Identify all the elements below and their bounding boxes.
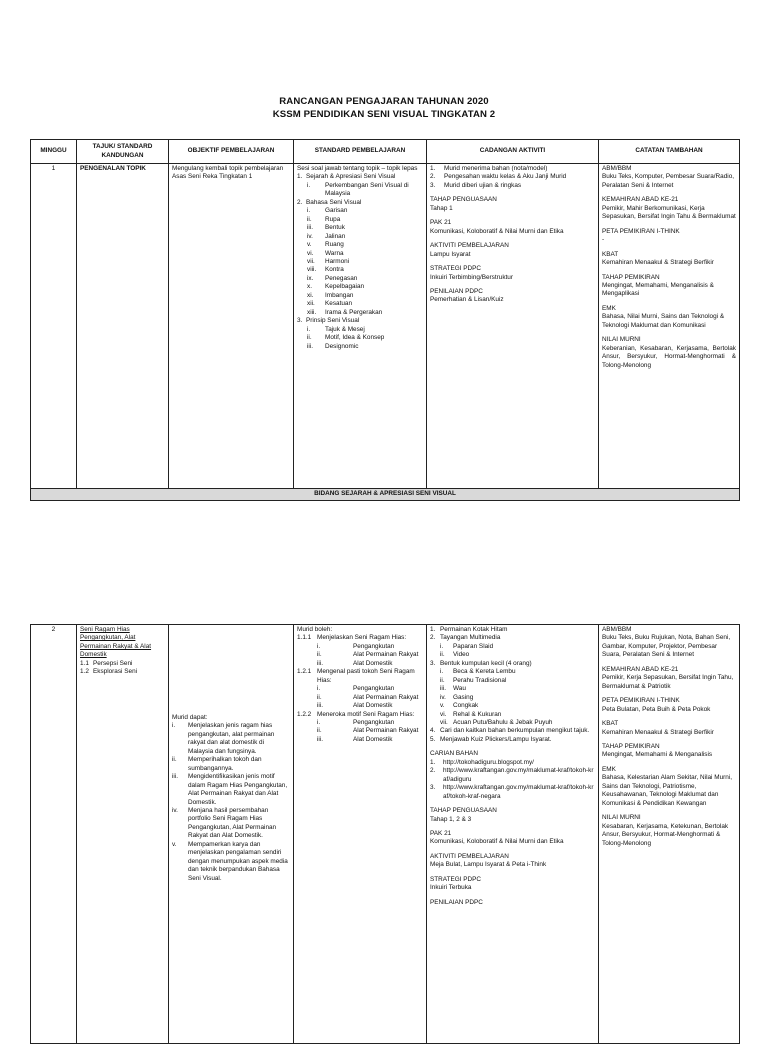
standard-item-text: Prinsip Seni Visual (306, 317, 360, 325)
note-text: - (602, 236, 605, 244)
list-item (317, 702, 423, 710)
list-item (307, 343, 423, 351)
note-text: Buku Teks, Komputer, Pembesar Suara/Radio, Peralatan Seni & Internet (602, 173, 735, 189)
list-item (307, 258, 423, 266)
resource-link[interactable]: http://tokohadiguru.blogspot.my/ (443, 758, 534, 766)
standard-item-number: 1. (297, 173, 303, 181)
note-heading: KBAT (602, 250, 619, 258)
objective-text: Mengidentifikasikan jenis motif dalam Ragam Hias Pengangkutan, Alat Permainan Rakyat dan Alat Domestik. (188, 773, 288, 806)
topic-item-number: 1.2 (80, 668, 89, 676)
note-text: Kemahiran Menaakul & Strategi Berfikir (602, 728, 714, 736)
list-item (307, 207, 423, 215)
list-item-number: xi. (307, 291, 314, 299)
list-item (307, 224, 423, 232)
list-item-number: ii. (317, 727, 322, 735)
list-item (307, 292, 423, 300)
note-text: Pemikir, Kerja Sepasukan, Bersifat Ingin Tahu, Bermaklumat & Patriotik (602, 674, 734, 690)
table-row (31, 625, 740, 1044)
list-item-text: Gasing (453, 693, 474, 701)
list-item-text: Alat Permainan Rakyat (353, 727, 419, 735)
list-item-number: i. (440, 668, 444, 676)
objective-text: Mempamerkan karya dan menjelaskan pengalaman sendiri dengan menumpukan aspek media dan teknik berpandukan Bahasa Seni Visual. (188, 840, 288, 882)
section-text: Komunikasi, Koloboratif & Nilai Murni dan Etika (430, 227, 564, 235)
list-item-number: iii. (317, 702, 324, 710)
list-item-text: Beca & Kereta Lembu (453, 668, 516, 676)
standard-item-number: 1.1.1 (297, 634, 312, 642)
list-item (317, 736, 423, 744)
topic-item (80, 668, 165, 676)
list-item (440, 643, 595, 651)
list-item-number: i. (317, 685, 321, 693)
list-item-number: ii. (307, 334, 312, 342)
link-number: 1. (430, 758, 436, 766)
note-heading: PETA PEMIKIRAN I-THINK (602, 697, 680, 705)
standard-subitem-number: i. (307, 181, 311, 189)
note-text: Keberanian, Kesabaran, Kerjasama, Bertolak Ansur, Bersyukur, Hormat-Menghormati & Tolong-Menolong (602, 344, 736, 369)
objective-number: iii. (172, 773, 179, 781)
objective-item (172, 756, 290, 773)
note-heading: KBAT (602, 720, 619, 728)
list-item-text: Wau (453, 685, 466, 693)
list-item-text: Irama & Pergerakan (325, 308, 383, 316)
standard-sublist (297, 685, 423, 710)
topic-item-number: 1.1 (80, 659, 89, 667)
list-item-number: ii. (317, 693, 322, 701)
note-heading: NILAI MURNI (602, 814, 641, 822)
activity-number: 4. (430, 727, 436, 735)
activity-text: Murid diberi ujian & ringkas (444, 181, 522, 189)
list-item-text: Warna (325, 249, 344, 257)
section-text: Lampu Isyarat (430, 250, 471, 258)
activity-cell (427, 164, 599, 489)
list-item (440, 711, 595, 719)
standard-item-number: 1.2.2 (297, 710, 312, 718)
note-heading: TAHAP PEMIKIRAN (602, 273, 660, 281)
list-item-text: Imbangan (325, 291, 354, 299)
standard-item (297, 711, 423, 719)
standard-cell (294, 625, 427, 1044)
section-heading: PENILAIAN PDPC (430, 898, 483, 906)
activity-item (430, 736, 595, 744)
section-heading: PAK 21 (430, 829, 452, 837)
list-item-text: Alat Permainan Rakyat (353, 651, 419, 659)
list-item-text: Penegasan (325, 274, 358, 282)
section-heading: PENILAIAN PDPC (430, 287, 483, 295)
standard-item (297, 668, 423, 685)
link-item[interactable] (430, 759, 595, 767)
list-item-number: v. (307, 241, 312, 249)
list-item-number: i. (307, 207, 311, 215)
standard-item-number: 3. (297, 317, 303, 325)
note-text: Mengingat, Memahami & Menganalisis (602, 751, 713, 759)
list-item (307, 250, 423, 258)
standard-cell (294, 164, 427, 489)
list-item-text: Congkak (453, 702, 479, 710)
activity-sublist (430, 643, 595, 660)
objective-item (172, 722, 290, 756)
section-heading: STRATEGI PDPC (430, 875, 482, 883)
list-item-number: vii. (307, 257, 315, 265)
list-item-number: iii. (317, 659, 324, 667)
list-item-text: Pengangkutan (353, 718, 395, 726)
objective-cell (169, 625, 294, 1044)
list-item-text: Harmoni (325, 257, 350, 265)
section-heading: PAK 21 (430, 219, 452, 227)
objective-cell: Mengulang kembali topik pembelajaran Asas Seni Reka Tingkatan 1 (169, 164, 294, 489)
activity-text: Bentuk kumpulan kecil (4 orang) (440, 659, 532, 667)
col-header-aktiviti: CADANGAN AKTIVITI (427, 140, 599, 164)
objective-item (172, 807, 290, 841)
section-band-row (31, 489, 740, 501)
section-text: Pemerhatian & Lisan/Kuiz (430, 296, 504, 304)
list-item-text: Alat Domestik (353, 702, 393, 710)
list-item-number: vi. (440, 710, 447, 718)
standard-item (297, 199, 423, 207)
section-text: Tahap 1, 2 & 3 (430, 815, 472, 823)
list-item (307, 266, 423, 274)
note-heading: TAHAP PEMIKIRAN (602, 742, 660, 750)
standard-intro: Sesi soal jawab tentang topik – topik lepas (297, 165, 418, 172)
doc-title-line1: RANCANGAN PENGAJARAN TAHUNAN 2020 (279, 96, 489, 107)
week-number: 2 (31, 625, 77, 1044)
note-heading: ABM/BBM (602, 165, 632, 172)
list-item (307, 233, 423, 241)
section-heading: AKTIVITI PEMBELAJARAN (430, 242, 509, 250)
col-header-objektif: OBJEKTIF PEMBELAJARAN (169, 140, 294, 164)
notes-cell (599, 164, 740, 489)
list-item-text: Acuan Putu/Bahulu & Jebak Puyuh (453, 718, 553, 726)
standard-subitem (297, 182, 423, 199)
standard-sublist (297, 643, 423, 668)
list-item (440, 702, 595, 710)
activity-number: 3. (430, 659, 436, 667)
list-item (307, 300, 423, 308)
objective-number: ii. (172, 756, 177, 764)
list-item-number: iii. (440, 685, 447, 693)
link-item[interactable] (430, 767, 595, 784)
objective-item (172, 841, 290, 883)
note-heading: ABM/BBM (602, 626, 632, 633)
list-item-number: ix. (307, 274, 314, 282)
list-item-text: Ruang (325, 241, 344, 249)
list-item (307, 216, 423, 224)
plan-table-week-1 (30, 139, 740, 501)
section-text: Meja Bulat, Lampu Isyarat & Peta i-Think (430, 861, 547, 869)
note-heading: NILAI MURNI (602, 336, 641, 344)
activity-number: 1. (430, 165, 436, 172)
col-header-catatan: CATATAN TAMBAHAN (599, 140, 740, 164)
note-text: Mengingat, Memahami, Menganalisis & Mengaplikasi (602, 281, 714, 298)
list-item (307, 309, 423, 317)
objective-intro: Murid dapat: (172, 714, 208, 721)
activity-text: Menjawab Kuiz Plickers/Lampu Isyarat. (440, 735, 552, 743)
objective-number: v. (172, 840, 177, 848)
activity-number: 2. (430, 173, 436, 181)
list-item-text: Jalinan (325, 232, 346, 240)
objective-number: i. (172, 722, 176, 730)
list-item-text: Tajuk & Mesej (325, 325, 365, 333)
list-item (317, 685, 423, 693)
list-item (307, 334, 423, 342)
list-item-number: i. (317, 718, 321, 726)
list-item-text: Kesatuan (325, 300, 353, 308)
objective-text: Memperihalkan tokoh dan sumbangannya. (188, 756, 262, 772)
week-number: 1 (31, 164, 77, 489)
activity-item (430, 727, 595, 735)
list-item-number: i. (317, 642, 321, 650)
list-item-number: iii. (307, 342, 314, 350)
list-item (307, 275, 423, 283)
list-item-text: Kontra (325, 266, 344, 274)
activity-item (430, 182, 595, 190)
list-item (440, 685, 595, 693)
list-item-number: ii. (440, 651, 445, 659)
list-item (307, 241, 423, 249)
activity-text: Murid menerima bahan (nota/model) (444, 165, 548, 172)
activity-item (430, 165, 595, 173)
list-item-number: ii. (317, 651, 322, 659)
topic-item (80, 660, 165, 668)
list-item-text: Bentuk (325, 224, 345, 232)
activity-text: Permainan Kotak Hitam (440, 626, 508, 633)
objective-text: Menjelaskan jenis ragam hias pengangkutan, alat permainan rakyat dan alat domestik di Malaysia dan fungsinya. (188, 722, 275, 755)
standard-item (297, 173, 423, 181)
list-item (317, 651, 423, 659)
note-text: Bahasa, Nilai Murni, Sains dan Teknologi & Teknologi Maklumat dan Komunikasi (602, 313, 725, 329)
list-item-text: Pengangkutan (353, 685, 395, 693)
section-heading: CARIAN BAHAN (430, 750, 478, 758)
standard-item (297, 634, 423, 642)
list-item-text: Paparan Slaid (453, 642, 494, 650)
topic-cell: PENGENALAN TOPIK (77, 164, 169, 489)
activity-number: 1. (430, 626, 436, 633)
list-item (440, 719, 595, 727)
list-item-number: iv. (307, 232, 313, 240)
standard-subitem-text: Perkembangan Seni Visual di Malaysia (325, 181, 409, 198)
standard-item-text: Bahasa Seni Visual (306, 198, 362, 206)
list-item (317, 694, 423, 702)
list-item-number: v. (440, 702, 445, 710)
activity-sublist (430, 668, 595, 727)
section-text: Inkuiri Terbuka (430, 884, 472, 892)
section-text: Inkuiri Terbimbing/Berstruktur (430, 273, 513, 281)
list-item (440, 677, 595, 685)
link-number: 3. (430, 784, 436, 792)
standard-item-number: 1.2.1 (297, 668, 312, 676)
bahasa-seni-list (297, 207, 423, 317)
plan-table-week-2 (30, 624, 740, 1044)
list-item-text: Rehal & Kukuran (453, 710, 502, 718)
standard-item-text: Meneroka motif Seni Ragam Hias: (317, 710, 415, 718)
note-heading: KEMAHIRAN ABAD KE-21 (602, 665, 679, 673)
note-text: Pemikir, Mahir Berkomunikasi, Kerja Sepasukan, Bersifat Ingin Tahu & Bermaklumat (602, 204, 736, 221)
link-number: 2. (430, 767, 436, 775)
col-header-tajuk: TAJUK/ STANDARD KANDUNGAN (77, 140, 169, 164)
list-item-number: i. (307, 325, 311, 333)
standard-item-number: 2. (297, 198, 303, 206)
list-item (317, 719, 423, 727)
activity-number: 3. (430, 181, 436, 189)
list-item-number: iii. (317, 735, 324, 743)
activity-number: 5. (430, 735, 436, 743)
list-item (317, 660, 423, 668)
topic-item-text: Persepsi Seni (93, 659, 133, 667)
standard-item-text: Mengenal pasti tokoh Seni Ragam Hias: (317, 668, 415, 684)
list-item-text: Garisan (325, 207, 348, 215)
list-item (317, 643, 423, 651)
objective-number: iv. (172, 806, 178, 814)
note-text: Kesabaran, Kerjasama, Ketekunan, Bertolak Ansur, Bersyukur, Hormat-Menghormati & Tolong-Menolong (602, 822, 729, 847)
list-item (440, 694, 595, 702)
section-heading: TAHAP PENGUASAAN (430, 807, 497, 815)
topic-item-text: Eksplorasi Seni (93, 668, 138, 676)
note-heading: PETA PEMIKIRAN I-THINK (602, 227, 680, 235)
list-item-number: xiii. (307, 308, 317, 316)
list-item-text: Alat Permainan Rakyat (353, 693, 419, 701)
activity-item (430, 173, 595, 181)
activity-cell (427, 625, 599, 1044)
list-item-number: ii. (307, 215, 312, 223)
note-text: Buku Teks, Buku Rujukan, Nota, Bahan Seni, Gambar, Komputer, Projektor, Pembesar Suara, Peralatan Seni & Internet (602, 634, 731, 659)
col-header-standard: STANDARD PEMBELAJARAN (294, 140, 427, 164)
list-item-number: vi. (307, 249, 314, 257)
link-item[interactable] (430, 784, 595, 801)
list-item-number: x. (307, 283, 312, 291)
activity-text: Pengesahan waktu kelas & Aku Janji Murid (444, 173, 567, 181)
list-item-number: iv. (440, 693, 446, 701)
section-band: BIDANG SEJARAH & APRESIASI SENI VISUAL (31, 489, 740, 501)
standard-item-text: Menjelaskan Seni Ragam Hias: (317, 634, 407, 642)
list-item-number: vii. (440, 718, 448, 726)
list-item-text: Video (453, 651, 470, 659)
topic-title: Seni Ragam Hias Pengangkutan, Alat Permainan Rakyat & Alat Domestik (80, 626, 152, 659)
note-text: Peta Bulatan, Peta Buih & Peta Pokok (602, 705, 711, 713)
note-heading: EMK (602, 765, 616, 773)
list-item (307, 283, 423, 291)
activity-item (430, 634, 595, 642)
note-text: Kemahiran Menaakul & Strategi Berfikir (602, 259, 714, 267)
list-item-text: Alat Domestik (353, 659, 393, 667)
list-item-number: viii. (307, 266, 317, 274)
list-item (317, 727, 423, 735)
activity-item (430, 626, 595, 634)
resource-link[interactable]: http://www.kraftangan.gov.my/maklumat-kraf/tokoh-kraf/adiguru (443, 767, 594, 783)
list-item (307, 326, 423, 334)
list-item-number: i. (440, 642, 444, 650)
col-header-minggu: MINGGU (31, 140, 77, 164)
activity-text: Cari dan kaitkan bahan berkumpulan mengikut tajuk. (440, 727, 590, 735)
objective-text: Menjana hasil persembahan portfolio Seni Ragam Hias Pengangkutan, Alat Permainan Rakyat dan Alat Domestik. (188, 806, 277, 840)
section-text: Komunikasi, Koloboratif & Nilai Murni dan Etika (430, 838, 564, 846)
list-item (440, 651, 595, 659)
activity-number: 2. (430, 634, 436, 642)
prinsip-list (297, 326, 423, 351)
list-item-text: Perahu Tradisional (453, 676, 507, 684)
standard-sublist (297, 719, 423, 744)
notes-cell (599, 625, 740, 1044)
section-heading: STRATEGI PDPC (430, 265, 482, 273)
note-heading: EMK (602, 304, 616, 312)
section-heading: TAHAP PENGUASAAN (430, 196, 497, 204)
list-item-text: Designomic (325, 342, 359, 350)
standard-item-text: Sejarah & Apresiasi Seni Visual (306, 173, 396, 181)
section-text: Tahap 1 (430, 204, 453, 212)
list-item-number: iii. (307, 224, 314, 232)
section-heading: AKTIVITI PEMBELAJARAN (430, 852, 509, 860)
list-item-text: Motif, Idea & Konsep (325, 334, 385, 342)
list-item-text: Pengangkutan (353, 642, 395, 650)
list-item-number: ii. (440, 676, 445, 684)
list-item-text: Alat Domestik (353, 735, 393, 743)
list-item-text: Rupa (325, 215, 341, 223)
list-item-text: Kepelbagaian (325, 283, 365, 291)
list-item-number: xii. (307, 300, 315, 308)
table-row (31, 164, 740, 489)
note-heading: KEMAHIRAN ABAD KE-21 (602, 196, 679, 204)
activity-text: Tayangan Multimedia (440, 634, 501, 642)
list-item (440, 668, 595, 676)
standard-intro: Murid boleh: (297, 626, 333, 633)
standard-item (297, 317, 423, 325)
objective-item (172, 773, 290, 807)
resource-link[interactable]: http://www.kraftangan.gov.my/maklumat-kraf/tokoh-kraf/tokoh-kraf-negara (443, 784, 594, 800)
activity-item (430, 660, 595, 668)
topic-cell (77, 625, 169, 1044)
note-text: Bahasa, Kelestarian Alam Sekitar, Nilai Murni, Sains dan Teknologi, Patriotisme, Keusahawanan, Teknologi Maklumat dan Komunikasi & Pendidikan Kewangan (602, 774, 733, 807)
doc-title-line2: KSSM PENDIDIKAN SENI VISUAL TINGKATAN 2 (272, 109, 496, 120)
table-header-row (31, 140, 740, 164)
